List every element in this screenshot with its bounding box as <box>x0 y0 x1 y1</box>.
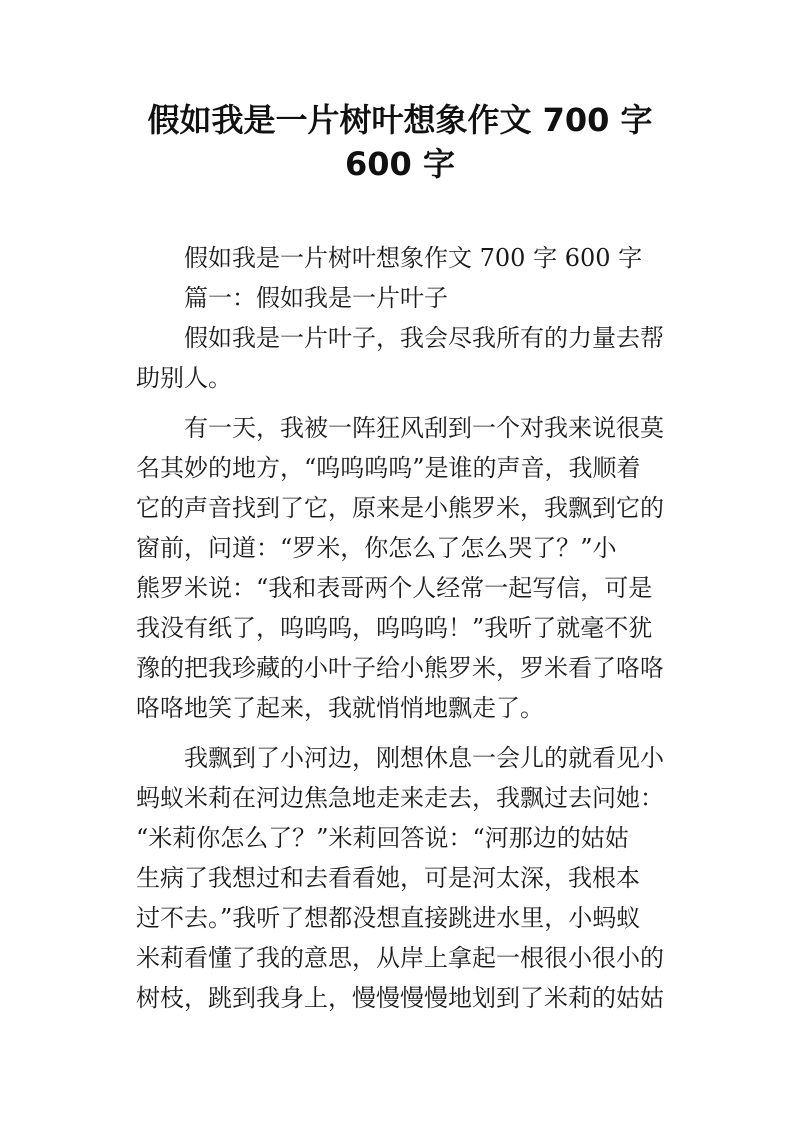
body-line: 熊罗米说：“我和表哥两个人经常一起写信，可是 <box>136 574 653 602</box>
document-title-line-1: 假如我是一片树叶想象作文 700 字 <box>147 101 653 139</box>
body-line: 蚂蚁米莉在河边焦急地走来走去，我飘过去问她： <box>136 784 664 812</box>
body-line: 我飘到了小河边，刚想休息一会儿的就看见小 <box>184 744 664 772</box>
document-title-line-2: 600 字 <box>345 145 455 183</box>
body-line: 过不去。”我听了想都没想直接跳进水里，小蚂蚁 <box>136 904 641 932</box>
body-line: 假如我是一片树叶想象作文 700 字 600 字 <box>184 244 643 272</box>
body-line: 树枝，跳到我身上，慢慢慢慢地划到了米莉的姑姑 <box>136 984 664 1012</box>
body-line: 咯咯地笑了起来，我就悄悄地飘走了。 <box>136 694 544 722</box>
body-line: 它的声音找到了它，原来是小熊罗米，我飘到它的 <box>136 494 664 522</box>
body-line: 米莉看懂了我的意思，从岸上拿起一根很小很小的 <box>136 944 664 972</box>
body-line: 豫的把我珍藏的小叶子给小熊罗米，罗米看了咯咯 <box>136 654 664 682</box>
body-line: 生病了我想过和去看看她，可是河太深，我根本 <box>136 864 640 892</box>
body-line: 名其妙的地方，“呜呜呜呜”是谁的声音，我顺着 <box>136 454 641 482</box>
body-line: 窗前，问道：“罗米，你怎么了怎么哭了？”小 <box>136 534 617 562</box>
body-line: 助别人。 <box>136 364 232 392</box>
body-line: “米莉你怎么了？”米莉回答说：“河那边的姑姑 <box>136 824 629 852</box>
body-line: 篇一：假如我是一片叶子 <box>184 284 448 312</box>
body-line: 假如我是一片叶子，我会尽我所有的力量去帮 <box>184 324 664 352</box>
body-line: 有一天，我被一阵狂风刮到一个对我来说很莫 <box>184 414 664 442</box>
body-line: 我没有纸了，呜呜呜，呜呜呜！”我听了就毫不犹 <box>136 614 653 642</box>
